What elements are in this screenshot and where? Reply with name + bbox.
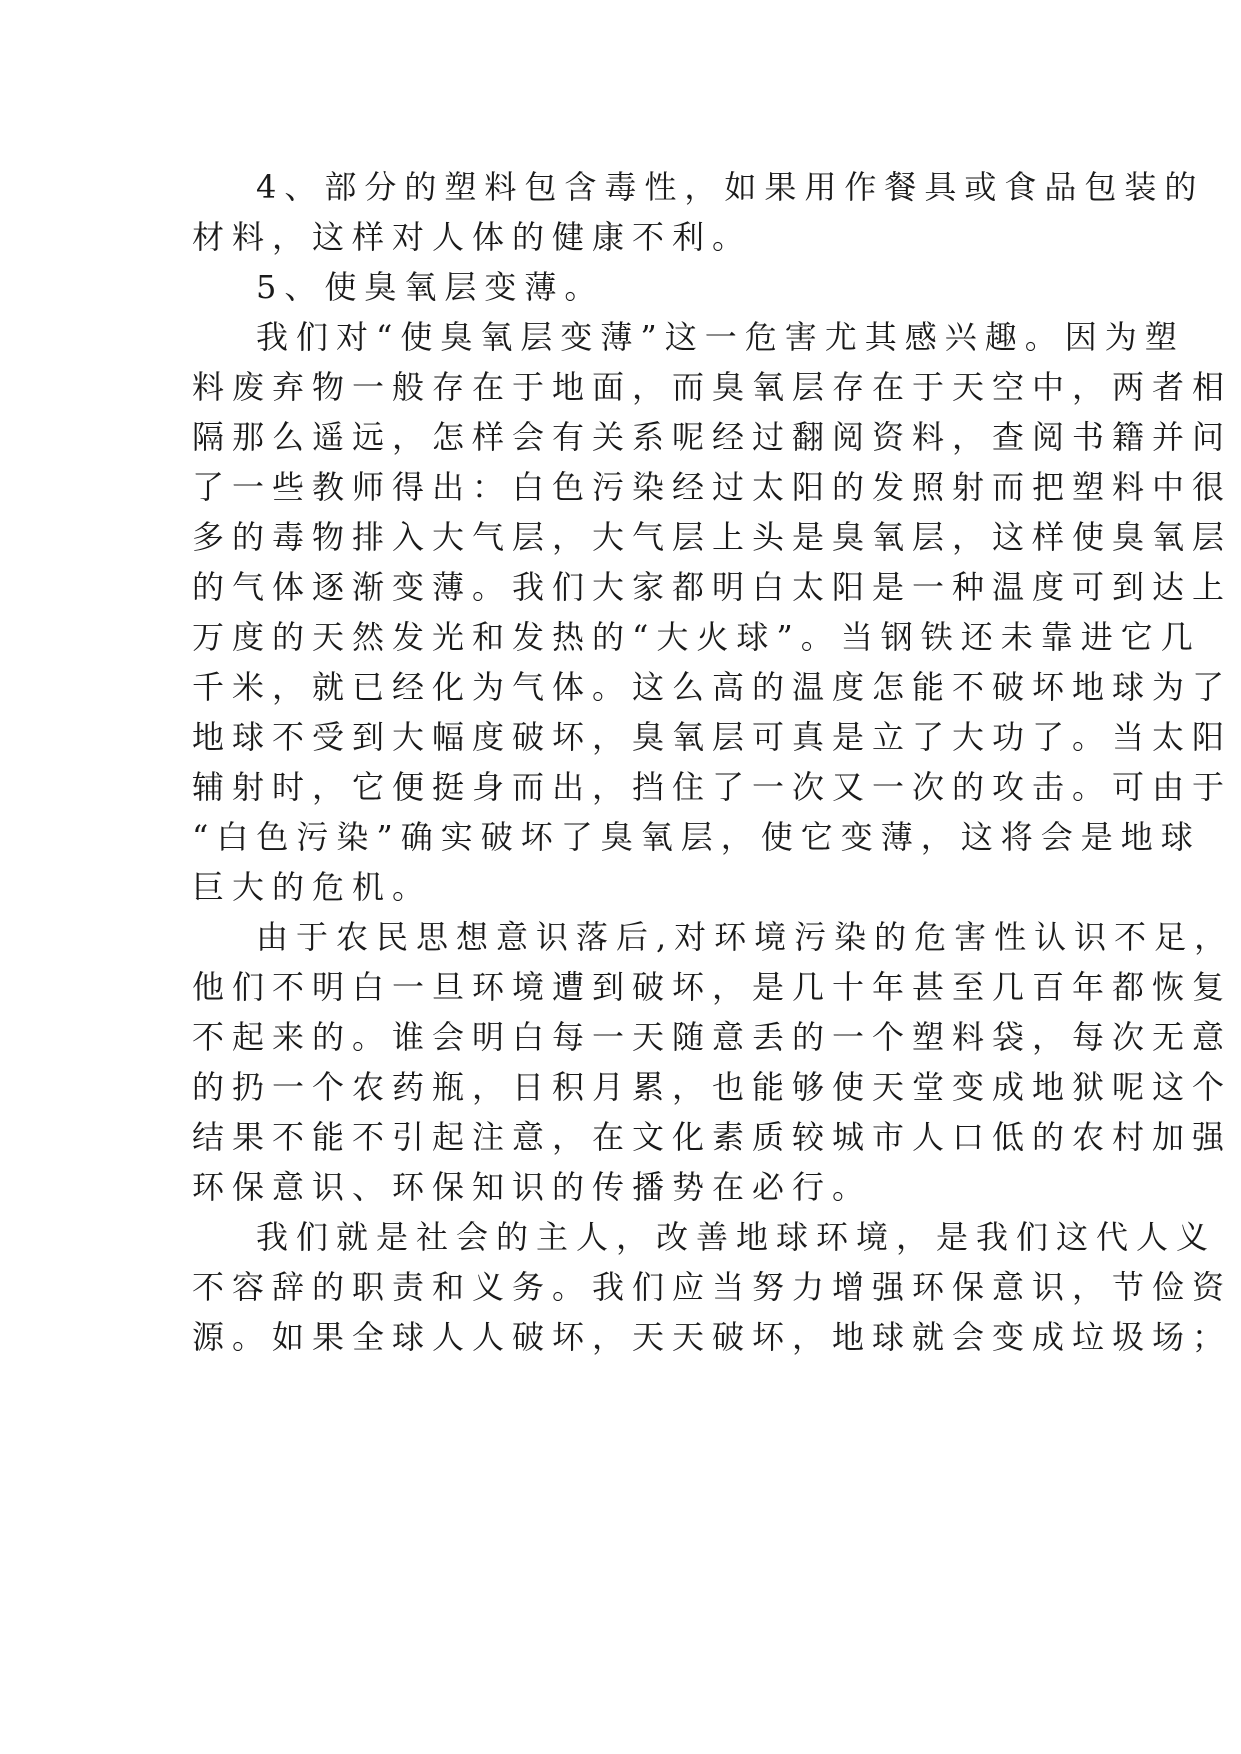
text-line: 巨大的危机。 xyxy=(192,868,433,906)
paragraph-responsibility xyxy=(192,1212,1233,1362)
paragraph-ozone xyxy=(192,312,1233,912)
text-line: 千米，就已经化为气体。这么高的温度怎能不破坏地球为了 xyxy=(192,668,1233,706)
text-line: 我们就是社会的主人，改善地球环境，是我们这代人义 xyxy=(256,1218,1217,1256)
text-line: 辅射时，它便挺身而出，挡住了一次又一次的攻击。可由于 xyxy=(192,768,1233,806)
text-line: 的气体逐渐变薄。我们大家都明白太阳是一种温度可到达上 xyxy=(192,568,1233,606)
paragraph-item-4 xyxy=(192,162,1205,262)
text-line: 5、使臭氧层变薄。 xyxy=(256,268,605,306)
text-line: 多的毒物排入大气层，大气层上头是臭氧层，这样使臭氧层 xyxy=(192,518,1233,556)
document-body xyxy=(192,162,1235,1362)
text-line: 了一些教师得出：白色污染经过太阳的发照射而把塑料中很 xyxy=(192,468,1233,506)
text-line: 万度的天然发光和发热的“大火球”。当钢铁还未靠进它几 xyxy=(192,618,1201,656)
text-line: 的扔一个农药瓶，日积月累，也能够使天堂变成地狱呢这个 xyxy=(192,1068,1233,1106)
text-line: 材料，这样对人体的健康不利。 xyxy=(192,218,753,256)
text-line: “白色污染”确实破坏了臭氧层，使它变薄，这将会是地球 xyxy=(192,818,1201,856)
paragraph-farmers xyxy=(192,912,1235,1212)
paragraph-item-5 xyxy=(192,262,1056,312)
text-line: 地球不受到大幅度破坏，臭氧层可真是立了大功了。当太阳 xyxy=(192,718,1233,756)
text-line: 不起来的。谁会明白每一天随意丢的一个塑料袋，每次无意 xyxy=(192,1018,1233,1056)
text-line: 隔那么遥远，怎样会有关系呢经过翻阅资料，查阅书籍并问 xyxy=(192,418,1233,456)
text-line: 不容辞的职责和义务。我们应当努力增强环保意识，节俭资 xyxy=(192,1268,1233,1306)
text-line: 料废弃物一般存在于地面，而臭氧层存在于天空中，两者相 xyxy=(192,368,1233,406)
text-line: 源。如果全球人人破坏，天天破坏，地球就会变成垃圾场； xyxy=(192,1318,1233,1356)
text-line: 由于农民思想意识落后,对环境污染的危害性认识不足， xyxy=(256,918,1235,956)
text-line: 结果不能不引起注意，在文化素质较城市人口低的农村加强 xyxy=(192,1118,1233,1156)
text-line: 4、部分的塑料包含毒性，如果用作餐具或食品包装的 xyxy=(256,168,1205,206)
text-line: 他们不明白一旦环境遭到破坏，是几十年甚至几百年都恢复 xyxy=(192,968,1233,1006)
text-line: 我们对“使臭氧层变薄”这一危害尤其感兴趣。因为塑 xyxy=(256,318,1185,356)
text-line: 环保意识、环保知识的传播势在必行。 xyxy=(192,1168,873,1206)
